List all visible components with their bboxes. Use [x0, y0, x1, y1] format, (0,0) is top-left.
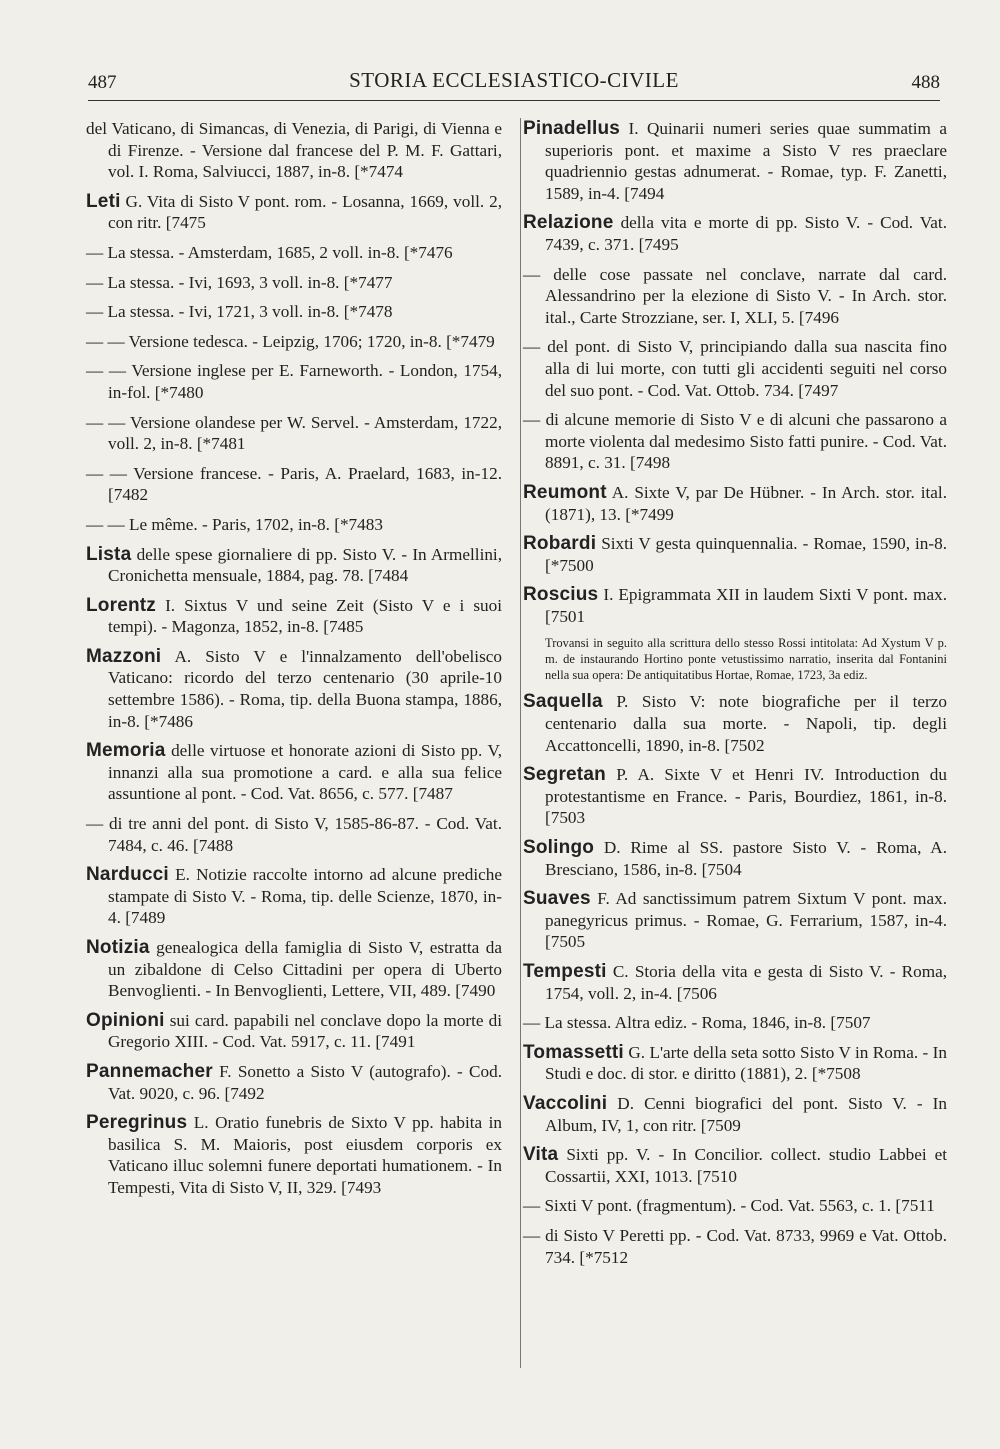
entry-number: [*7481	[196, 434, 246, 454]
bibliography-entry	[523, 212, 947, 255]
entry-text: — — Versione tedesca. - Leipzig, 1706; 1720, in-8.	[86, 331, 442, 351]
entry-text: I. Sixtus V und seine Zeit (Sisto V e i suoi tempi). - Magonza, 1852, in-8.	[108, 595, 502, 637]
entry-number: [7494	[624, 183, 665, 203]
entry-author: Mazzoni	[86, 645, 162, 667]
entry-number: [*7479	[446, 331, 495, 351]
entry-number: [7485	[323, 617, 364, 637]
entry-number: [7496	[798, 307, 840, 327]
bibliography-entry	[86, 864, 502, 929]
entry-text: — di tre anni del pont. di Sisto V, 1585-86-87. - Cod. Vat. 7484, c. 46.	[86, 814, 502, 855]
entry-text: G. Vita di Sisto V pont. rom. - Losanna, 1669, voll. 2, con ritr.	[108, 191, 502, 233]
bibliography-entry	[523, 837, 947, 880]
entry-text: della vita e morte di pp. Sisto V. - Cod. Vat. 7439, c. 371.	[545, 213, 948, 254]
bibliography-entry	[86, 360, 502, 403]
entry-number: [7506	[676, 983, 717, 1003]
entry-text: P. Sisto V: note biografiche per il terzo centenario dalla sua morte. - Napoli, tip. degli Accattoncelli, 1890, in-8.	[545, 692, 947, 755]
entry-number: [7501	[545, 606, 586, 626]
bibliography-entry	[86, 242, 502, 264]
entry-number: [7484	[368, 566, 409, 586]
entry-number: [*7512	[579, 1247, 629, 1267]
bibliography-entry	[86, 331, 502, 353]
entry-number: [*7499	[625, 504, 674, 524]
entry-text: F. Sonetto a Sisto V (autografo). - Cod. Vat. 9020, c. 96.	[108, 1061, 502, 1103]
bibliography-entry	[523, 1144, 947, 1187]
right-page-number: 488	[911, 72, 940, 93]
entry-number: [*7508	[811, 1064, 861, 1084]
entry-number: [7507	[830, 1013, 871, 1033]
bibliography-entry	[523, 1225, 947, 1268]
entry-author: Leti	[86, 190, 121, 212]
entry-number: [7491	[375, 1032, 416, 1052]
bibliography-entry	[86, 514, 502, 536]
bibliography-entry	[86, 937, 502, 1002]
bibliography-entry	[523, 1042, 947, 1085]
bibliography-entry	[523, 764, 947, 829]
bibliography-entry	[523, 482, 947, 525]
entry-text: D. Cenni biografici del pont. Sisto V. - In Album, IV, 1, con ritr.	[545, 1093, 948, 1135]
entry-number: [7475	[165, 213, 206, 233]
left-page-number: 487	[88, 72, 117, 93]
entry-number: [7482	[108, 485, 149, 505]
entry-text: G. L'arte della seta sotto Sisto V in Roma. - In Studi e doc. di stor. e diritto (1881), 2.	[545, 1042, 948, 1084]
entry-number: [*7500	[545, 555, 594, 575]
entry-text: — delle cose passate nel conclave, narrate dal card. Alessandrino per la elezione di Sisto V. - In Arch. stor. ital., Carte Strozziane, ser. I, XLI, 5.	[523, 264, 947, 327]
entry-text: A. Sixte V, par De Hübner. - In Arch. stor. ital. (1871), 13.	[545, 482, 947, 524]
bibliography-entry	[523, 409, 947, 474]
entry-text: A. Sisto V e l'innalzamento dell'obelisco Vaticano: ricordo del terzo centenario (30 aprile-10 settembre 1586). - Roma, tip. della Buona stampa, 1886, in-8.	[108, 646, 502, 731]
bibliography-entry	[86, 1061, 502, 1104]
entry-number: [7511	[895, 1196, 935, 1216]
bibliography-entry	[523, 961, 947, 1004]
entry-number: [7492	[224, 1083, 265, 1103]
bibliography-entry	[86, 740, 502, 805]
entry-author: Memoria	[86, 740, 166, 762]
entry-text: delle spese giornaliere di pp. Sisto V. - In Armellini, Cronichetta mensuale, 1884, pag. 78.	[108, 544, 503, 586]
bibliography-entry	[86, 272, 502, 294]
entry-text: genealogica della famiglia di Sisto V, estratta da un zibaldone di Celso Cittadini per opera di Uberto Benvoglienti. - In Benvoglienti, Lettere, VII, 489.	[108, 938, 503, 1001]
entry-text: — di alcune memorie di Sisto V e di alcuni che passarono a morte violenta dal medesimo Sisto fatti punire. - Cod. Vat. 8891, c. 31.	[523, 410, 947, 473]
entry-number: [*7477	[343, 272, 393, 292]
entry-text: C. Storia della vita e gesta di Sisto V. - Roma, 1754, voll. 2, in-4.	[545, 962, 948, 1003]
entry-number: [7505	[545, 932, 586, 952]
bibliography-entry	[523, 1012, 947, 1034]
footnote: Trovansi in seguito alla scrittura dello stesso Rossi intitolata: Ad Xystum V p. m. de instaurando Hortino ponte vetustissimo narratio, inserita dal Fontanini nella sua opera: De antiquitatibus Hortae, Romae, 1723, 3a ediz.	[545, 636, 947, 683]
entry-author: Segretan	[523, 764, 606, 786]
bibliography-entry	[523, 691, 947, 756]
bibliography-entry	[523, 888, 947, 953]
entry-text: E. Notizie raccolte intorno ad alcune prediche stampate di Sisto V. - Roma, tip. delle Scienze, 1870, in-4.	[108, 865, 502, 928]
bibliography-entry	[86, 544, 502, 587]
entry-number: [7510	[696, 1166, 737, 1186]
entry-author: Tomassetti	[523, 1041, 624, 1063]
entry-author: Vaccolini	[523, 1092, 608, 1114]
entry-text: — del pont. di Sisto V, principiando dalla sua nascita fino alla di lui morte, con tutti gli accidenti seguiti nel corso del suo pont. - Cod. Vat. Ottob. 734.	[523, 337, 947, 400]
entry-author: Robardi	[523, 533, 597, 555]
entry-number: [*7486	[144, 711, 193, 731]
entry-text: delle virtuose et honorate azioni di Sisto pp. V, innanzi alla sua promotione a card. e alla sua felice assuntione al pont. - Cod. Vat. 8656, c. 577.	[108, 741, 503, 804]
entry-text: — — Versione inglese per E. Farneworth. - London, 1754, in-fol.	[86, 361, 502, 402]
entry-text: — La stessa. - Amsterdam, 1685, 2 voll. in-8.	[86, 242, 400, 262]
entry-author: Opinioni	[86, 1009, 165, 1031]
entry-number: [7493	[341, 1177, 382, 1197]
entry-author: Solingo	[523, 837, 595, 859]
entry-number: [7495	[638, 234, 679, 254]
entry-text: — La stessa. - Ivi, 1693, 3 voll. in-8.	[86, 272, 340, 292]
bibliography-entry	[523, 264, 947, 329]
entry-author: Notizia	[86, 937, 150, 958]
entry-text: Sixti V gesta quinquennalia. - Romae, 1590, in-8.	[601, 534, 948, 554]
entry-author: Saquella	[523, 691, 603, 713]
entry-number: [7502	[724, 735, 765, 755]
bibliography-entry	[86, 301, 502, 323]
entry-number: [7509	[700, 1115, 741, 1135]
entry-text: — — Versione olandese per W. Servel. - Amsterdam, 1722, voll. 2, in-8.	[86, 412, 502, 454]
bibliography-entry	[86, 595, 502, 638]
entry-author: Suaves	[523, 888, 591, 910]
entry-number: [7503	[545, 808, 586, 828]
bibliography-entry	[86, 191, 502, 234]
entry-author: Roscius	[523, 584, 599, 606]
entry-number: [7487	[412, 784, 453, 804]
entry-number: [*7476	[403, 242, 453, 262]
entry-text: I. Epigrammata XII in laudem Sixti V pont. max.	[603, 585, 948, 605]
entry-number: [*7478	[343, 302, 393, 322]
entry-author: Peregrinus	[86, 1112, 188, 1134]
entry-text: P. A. Sixte V et Henri IV. Introduction du protestantisme en France. - Paris, Bourdiez, 1861, in-8.	[545, 765, 947, 806]
entry-text: L. Oratio funebris de Sixto V pp. habita in basilica S. M. Maioris, post eiusdem corporis ex Vaticano illuc solemni funere deportati humationem. - In Tempesti, Vita di Sisto V, II, 329.	[108, 1113, 503, 1197]
bibliography-entry	[523, 118, 947, 204]
bibliography-entry	[523, 336, 947, 401]
entry-author: Lista	[86, 543, 132, 565]
entry-author: Tempesti	[523, 961, 607, 982]
entry-text: — di Sisto V Peretti pp. - Cod. Vat. 8733, 9969 e Vat. Ottob. 734.	[523, 1225, 947, 1267]
bibliography-entry	[523, 533, 947, 576]
entry-number: [7498	[629, 453, 671, 473]
bibliography-entry	[86, 412, 502, 455]
bibliography-entry	[523, 1093, 947, 1136]
entry-number: [7488	[192, 835, 234, 855]
entry-text: — — Le même. - Paris, 1702, in-8.	[86, 514, 330, 534]
entry-author: Reumont	[523, 481, 607, 503]
entry-text: Sixti pp. V. - In Concilior. collect. studio Labbei et Cossartii, XXI, 1013.	[545, 1145, 947, 1186]
bibliography-entry	[86, 1010, 502, 1053]
entry-author: Pannemacher	[86, 1060, 213, 1082]
bibliography-entry	[86, 646, 502, 732]
bibliography-entry	[523, 584, 947, 627]
entry-number: [7504	[701, 859, 742, 879]
right-column	[520, 118, 947, 1368]
left-column	[86, 118, 502, 1207]
entry-number: [*7474	[354, 162, 404, 182]
bibliography-entry	[523, 1195, 947, 1217]
entry-number: [*7480	[154, 382, 204, 402]
bibliography-entry	[86, 118, 502, 183]
entry-author: Pinadellus	[523, 118, 621, 139]
entry-author: Lorentz	[86, 594, 157, 616]
entry-text: D. Rime al SS. pastore Sisto V. - Roma, A. Bresciano, 1586, in-8.	[545, 838, 947, 879]
entry-number: [7489	[125, 908, 166, 928]
entry-text: — La stessa. Altra ediz. - Roma, 1846, in-8.	[523, 1013, 827, 1033]
entry-author: Vita	[523, 1144, 559, 1166]
entry-number: [7497	[798, 380, 839, 400]
entry-author: Narducci	[86, 864, 169, 886]
running-title: STORIA ECCLESIASTICO-CIVILE	[349, 68, 679, 92]
entry-text: sui card. papabili nel conclave dopo la morte di Gregorio XIII. - Cod. Vat. 5917, c. 11.	[108, 1010, 503, 1052]
entry-text: — Sixti V pont. (fragmentum). - Cod. Vat. 5563, c. 1.	[523, 1196, 892, 1216]
entry-author: Relazione	[523, 212, 614, 234]
entry-text: F. Ad sanctissimum patrem Sixtum V pont. max. panegyricus primus. - Romae, G. Ferrarium, 1587, in-4.	[545, 889, 947, 930]
bibliography-entry	[86, 813, 502, 856]
entry-text: — — Versione francese. - Paris, A. Praelard, 1683, in-12.	[86, 463, 502, 483]
entry-text: del Vaticano, di Simancas, di Venezia, di Parigi, di Vienna e di Firenze. - Versione dal francese del P. M. F. Gattari, vol. I. Roma, Salviucci, 1887, in-8.	[86, 119, 502, 182]
entry-number: [*7483	[334, 514, 383, 534]
bibliography-entry	[86, 463, 502, 506]
entry-text: I. Quinarii numeri series quae summatim a superioris pont. et maxime a Sisto V res praeclare quadriennio gestas adnumerat. - Romae, typ. F. Zanetti, 1589, in-4.	[545, 119, 948, 203]
entry-text: — La stessa. - Ivi, 1721, 3 voll. in-8.	[86, 302, 340, 322]
bibliography-entry	[86, 1112, 502, 1198]
page-header	[88, 62, 940, 101]
entry-number: [7490	[455, 981, 496, 1001]
